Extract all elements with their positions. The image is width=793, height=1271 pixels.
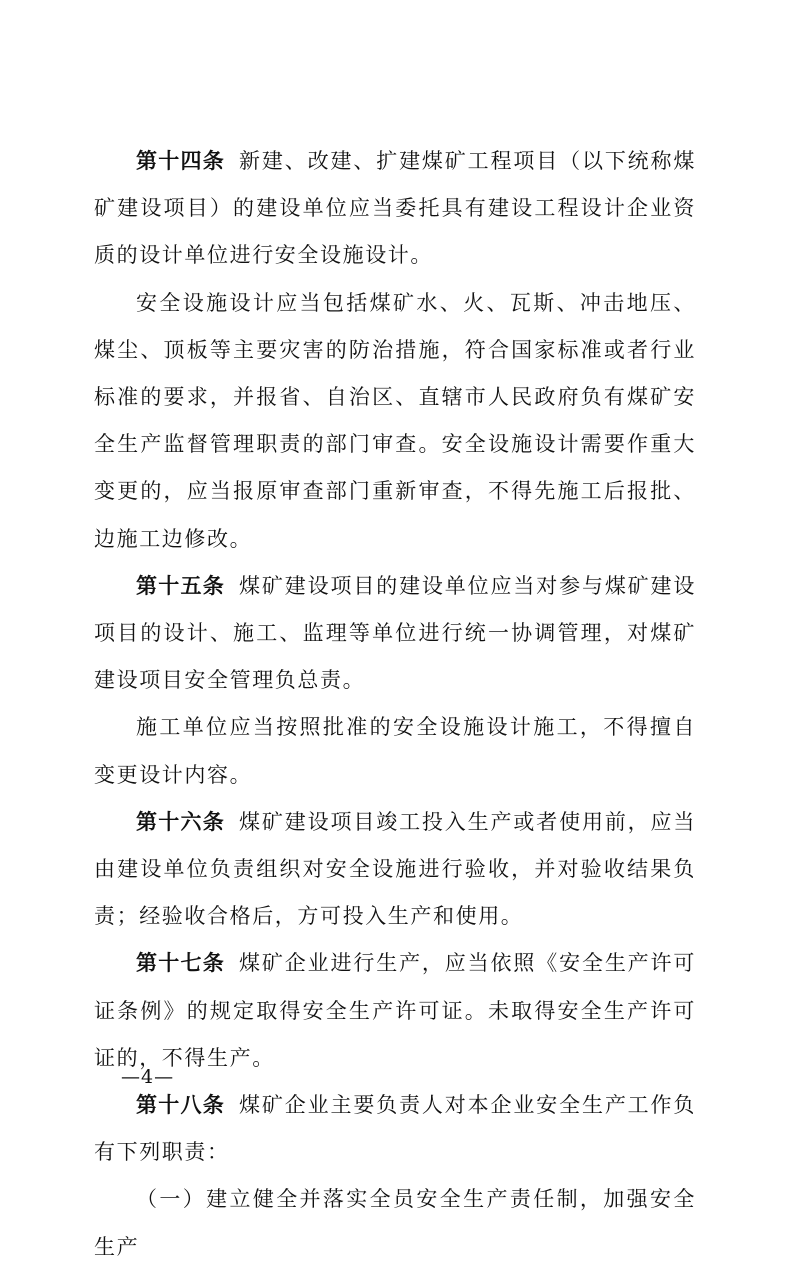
paragraph-text: 煤矿建设项目竣工投入生产或者使用前，应当由建设单位负责组织对安全设施进行验收，并对验收结果负责；经验收合格后，方可投入生产和使用。 xyxy=(94,809,697,929)
paragraph-article-16 xyxy=(94,799,696,941)
article-number: 第十四条 xyxy=(136,149,226,173)
paragraph-text: 煤矿企业主要负责人对本企业安全生产工作负有下列职责： xyxy=(94,1093,697,1165)
paragraph-text: 安全设施设计应当包括煤矿水、火、瓦斯、冲击地压、煤尘、顶板等主要灾害的防治措施，符合国家标准或者行业标准的要求，并报省、自治区、直辖市人民政府负有煤矿安全生产监督管理职责的部门审查。安全设施设计需要作重大变更的，应当报原审查部门重新审查，不得先施工后报批、边施工边修改。 xyxy=(94,290,696,551)
article-number: 第十六条 xyxy=(136,809,226,834)
paragraph-text: 新建、改建、扩建煤矿工程项目（以下统称煤矿建设项目）的建设单位应当委托具有建设工程设计企业资质的设计单位进行安全设施设计。 xyxy=(94,149,697,268)
paragraph-safety-design xyxy=(94,280,696,563)
article-number: 第十八条 xyxy=(136,1093,226,1118)
paragraph-text: 施工单位应当按照批准的安全设施设计施工，不得擅自变更设计内容。 xyxy=(94,715,696,787)
paragraph-text: 煤矿企业进行生产，应当依照《安全生产许可证条例》的规定取得安全生产许可证。未取得安全生产许可证的，不得生产。 xyxy=(94,951,697,1070)
paragraph-article-18 xyxy=(94,1082,696,1176)
article-number: 第十七条 xyxy=(136,951,226,976)
paragraph-construction-unit xyxy=(94,704,696,798)
paragraph-text: （一）建立健全并落实全员安全生产责任制，加强安全生产 xyxy=(94,1187,696,1259)
paragraph-article-14 xyxy=(94,138,696,280)
article-number: 第十五条 xyxy=(136,573,226,598)
paragraph-article-15 xyxy=(94,563,696,705)
paragraph-text: 煤矿建设项目的建设单位应当对参与煤矿建设项目的设计、施工、监理等单位进行统一协调管理，对煤矿建设项目安全管理负总责。 xyxy=(94,573,697,693)
document-body xyxy=(94,138,696,1271)
paragraph-article-17 xyxy=(94,940,696,1082)
paragraph-duty-1 xyxy=(94,1176,696,1270)
page-number: —4— xyxy=(121,1066,175,1088)
